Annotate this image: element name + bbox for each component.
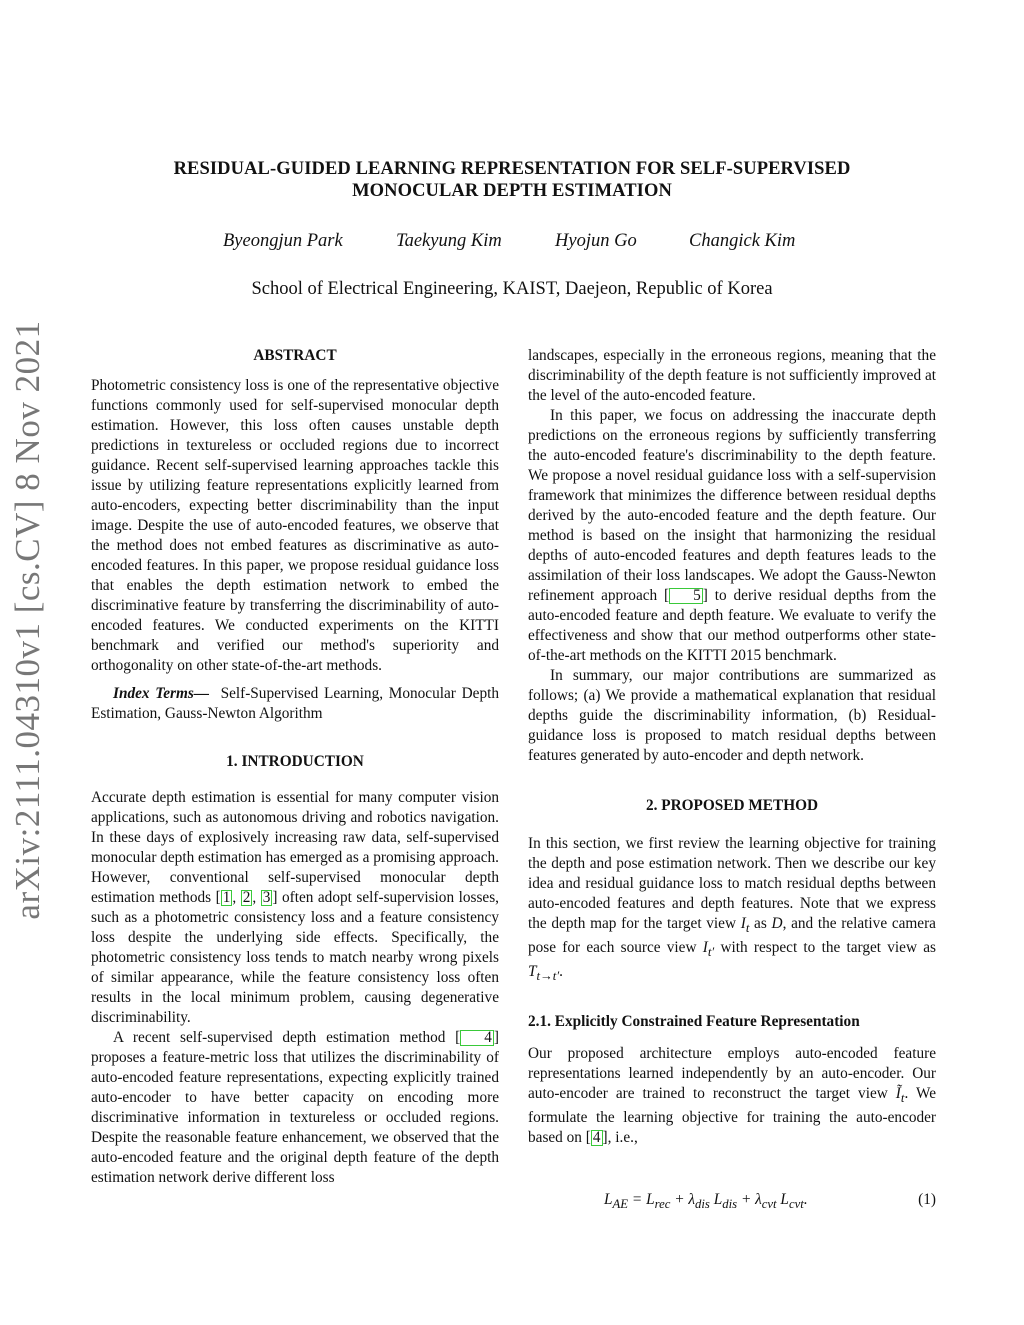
title-line-2: MONOCULAR DEPTH ESTIMATION (352, 181, 672, 201)
method-heading: 2. PROPOSED METHOD (645, 797, 819, 814)
symbol: $Ĩ_t$ (895, 1085, 905, 1106)
equation: $L_{AE} = L_{rec} + \lambda_{dis}$ $L_{dis} + \lambda_{cvt}$ $L_{cvt}$. (604, 1191, 808, 1212)
text-run: ] to derive residual depths from the auto-encoded feature and depth feature. We evaluate to verify the effectiveness and show that our method outperforms other state-of-the-art methods on the KITTI 2015 benchmark. (528, 587, 936, 664)
equation-number: (1) (918, 1191, 936, 1208)
intro-paragraph-2 (91, 1028, 499, 1188)
symbol-char: I (740, 915, 746, 932)
text-run: , and the relative camera pose for each source view (528, 915, 936, 957)
index-terms-text: Self-Supervised Learning, Monocular Depth Estimation, Gauss-Newton Algorithm (91, 685, 499, 722)
text-run: Our proposed architecture employs auto-encoded feature representations learned independently by an auto-encoder. Our auto-encoder are trained to reconstruct the target view (528, 1045, 936, 1103)
text-run: ] proposes a feature-metric loss that utilizes the discriminability of auto-encoded feature representations, expecting explicitly trained auto-encoder to have better capacity on encoding more discriminative information in textureless or occluded regions. Despite the reasonable feature enhancement, we observed that the auto-encoded feature and the original depth feature of the depth estimation network derive different loss (91, 1029, 499, 1186)
intro-paragraph-5: In summary, our major contributions are summarized as follows; (a) We provide a mathematical explanation that residual depths guide the discriminability information, (b) Residual-guidance loss is proposed to match residual depths between features generated by auto-encoder and depth network. (528, 667, 936, 764)
text-run: . (559, 963, 563, 981)
paper-title (0, 158, 1024, 202)
right-column (528, 346, 936, 1148)
text-run: In this section, we first review the learning objective for training the depth and pose estimation network. Then we describe our key idea and residual guidance loss to match residual depths between auto-encoded features and depth features. Note that we express the depth map for the target view (528, 835, 936, 932)
subsection-heading: 2.1. Explicitly Constrained Feature Representation (528, 1013, 860, 1031)
text-run: ] often adopt self-supervision losses, such as a photometric consistency loss and a feature consistency loss despite the underlying side effects. Specifically, the photometric consistency loss tends to match nearby wrong pixels of similar appearance, while the feature consistency loss often results in the local minimum problem, causing degenerative discriminability. (91, 889, 499, 1026)
affiliation: School of Electrical Engineering, KAIST, Daejeon, Republic of Korea (251, 279, 773, 299)
text-run: In this paper, we focus on addressing the inaccurate depth predictions on the erroneous regions by sufficiently transferring the auto-encoded feature's discriminability to the depth feature. We propose a novel residual guidance loss with a self-supervision framework that minimizes the difference between residual depths derived by the auto-encoded feature and the depth feature. Our method is based on the insight that harmonizing the residual depths of auto-encoded features and depth features leads to the assimilation of their loss landscapes. We adopt the Gauss-Newton refinement approach [ (528, 407, 936, 604)
intro-paragraph-1: Accurate depth estimation is essential for many computer vision applications, such as autonomous driving and robotics navigation. In these days of explosively increasing raw data, self-supervised monocular depth estimation has emerged as a promising approach. However, conventional self-supervised monocular depth estimation methods [ 1 , 2 , 3 ] often adopt self-supervision losses, such as a photometric consistency loss and a feature consistency loss despite the underlying side effects. Specifically, the photometric consistency loss tends to match nearby wrong pixels of similar appearance, while the feature consistency loss often results in the local minimum problem, causing degenerative discriminability. (91, 789, 499, 1026)
symbol-subscript: t (745, 921, 750, 936)
intro-paragraph-4 (528, 406, 936, 666)
citation-link[interactable]: 5 (669, 588, 703, 604)
author: Changick Kim (689, 231, 796, 251)
index-terms (91, 684, 499, 724)
method-paragraph-2 (528, 1044, 936, 1148)
symbol-char: T (528, 963, 537, 981)
author: Taekyung Kim (396, 231, 502, 251)
citation-link[interactable]: 4 (592, 1129, 601, 1147)
intro-heading: 1. INTRODUCTION (226, 753, 364, 770)
left-column (91, 346, 499, 1188)
symbol: $I_{t'}$ (702, 939, 715, 960)
title-line-1: RESIDUAL-GUIDED LEARNING REPRESENTATION FOR SELF-SUPERVISED (173, 159, 851, 179)
index-terms-label: Index Terms— (113, 685, 210, 702)
text-run: with respect to the target view as (714, 939, 936, 957)
text-run: A recent self-supervised depth estimation method [ (113, 1029, 461, 1046)
text-run: ], i.e., (602, 1129, 638, 1147)
symbol (528, 963, 560, 984)
text-run: as (749, 915, 772, 932)
symbol: D (771, 915, 783, 932)
text-run: . We formulate the learning objective for training the auto-encoder based on [ (528, 1085, 937, 1147)
author: Hyojun Go (555, 231, 637, 251)
citation-link[interactable]: 4 (460, 1030, 494, 1046)
citation-link[interactable]: 3 (262, 889, 271, 906)
author: Byeongjun Park (223, 231, 343, 251)
citation-link[interactable]: 2 (242, 889, 251, 906)
symbol-subscript: t→t′ (536, 969, 560, 984)
intro-paragraph-3: landscapes, especially in the erroneous regions, meaning that the discriminability of the depth feature is not sufficiently improved at the level of the auto-encoded feature. (528, 347, 936, 404)
text-run: Accurate depth estimation is essential for many computer vision applications, such as autonomous driving and robotics navigation. In these days of explosively increasing raw data, self-supervised monocular depth estimation has emerged as a promising approach. However, conventional self-supervised monocular depth estimation methods [ (91, 789, 499, 906)
arxiv-watermark: arXiv:2111.04310v1 [cs.CV] 8 Nov 2021 (8, 320, 47, 920)
method-paragraph-1 (528, 834, 936, 986)
symbol-char: Ĩ (895, 1085, 901, 1103)
abstract-text: Photometric consistency loss is one of the representative objective functions commonly used for self-supervised monocular depth estimation. However, this loss often causes unstable depth predictions in textureless or occluded regions due to incorrect guidance. Recent self-supervised learning approaches tackle this issue by utilizing feature representations explicitly learned from auto-encoders, expecting better discriminability than the input image. Despite the use of auto-encoded features, we observe that the method does not embed features as discriminative as auto-encoded features. In this paper, we propose residual guidance loss that enables the depth estimation network to embed the discriminative feature by transferring the discriminability of auto-encoded features. We conducted experiments on the KITTI benchmark and verified our method's superiority and orthogonality on other state-of-the-art methods. (91, 377, 499, 674)
symbol-subscript: t′ (707, 945, 715, 960)
abstract-heading: ABSTRACT (253, 347, 337, 364)
citation-link[interactable]: 1 (222, 889, 231, 906)
